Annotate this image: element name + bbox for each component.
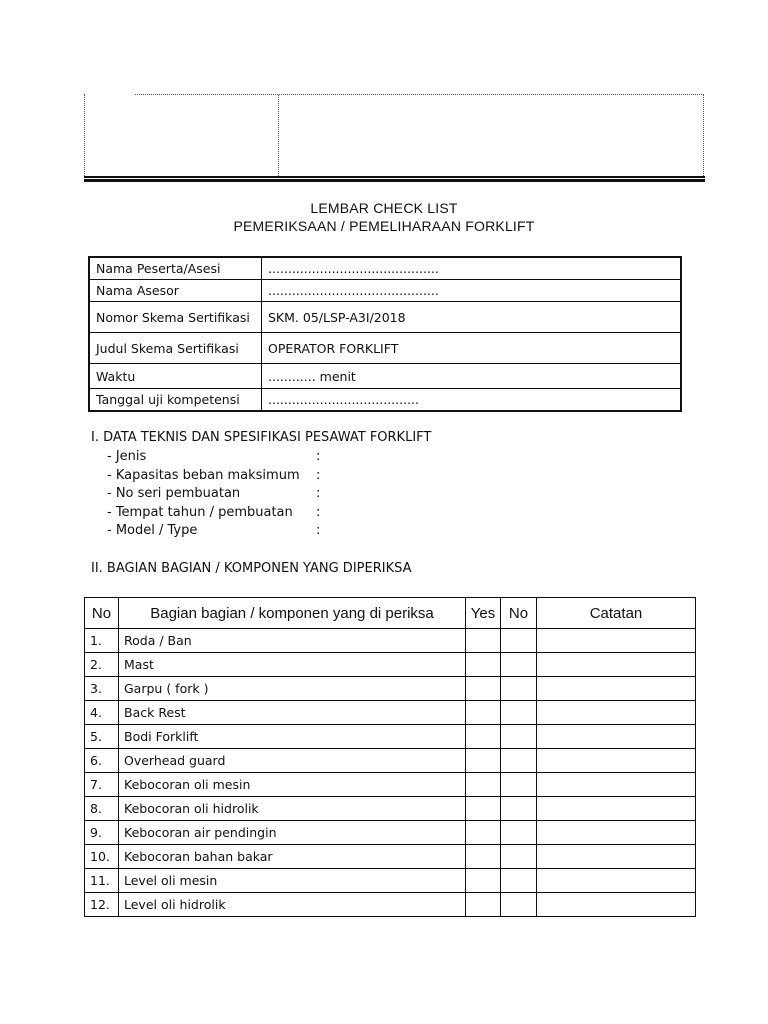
spec-label: - Tempat tahun / pembuatan [107,504,293,520]
yes-cell[interactable] [466,749,501,773]
notes-cell[interactable] [537,701,696,725]
row-part: Bodi Forklift [119,725,466,749]
row-number: 3. [85,677,119,701]
table-row [85,773,696,797]
table-row [85,653,696,677]
spec-label: - Kapasitas beban maksimum [107,467,300,483]
spec-colon: : [316,449,321,464]
info-value: ...................................... [262,389,682,412]
info-label: Nama Peserta/Asesi [89,257,262,280]
row-part: Level oli hidrolik [119,893,466,917]
row-part: Roda / Ban [119,629,466,653]
notes-cell[interactable] [537,749,696,773]
yes-cell[interactable] [466,797,501,821]
section-1-heading: I. DATA TEKNIS DAN SPESIFIKASI PESAWAT FORKLIFT [91,430,432,445]
notes-cell[interactable] [537,677,696,701]
info-row [89,302,681,333]
row-part: Kebocoran oli mesin [119,773,466,797]
table-row [85,629,696,653]
info-row [89,333,681,364]
table-row [85,725,696,749]
no-cell[interactable] [501,749,537,773]
info-row [89,280,681,302]
header-part: Bagian bagian / komponen yang di periksa [119,598,466,629]
spec-colon: : [316,504,321,520]
table-row [85,749,696,773]
table-row [85,701,696,725]
info-label: Tanggal uji kompetensi [89,389,262,412]
header-box-divider [278,95,279,176]
spec-label: - Jenis [107,449,147,464]
participant-info-table [88,256,682,412]
section-2-heading: II. BAGIAN BAGIAN / KOMPONEN YANG DIPERIKSA [91,561,412,576]
notes-cell[interactable] [537,893,696,917]
header-box-gap [85,94,135,96]
notes-cell[interactable] [537,869,696,893]
yes-cell[interactable] [466,845,501,869]
info-label: Nama Asesor [89,280,262,302]
spec-item [107,467,321,486]
no-cell[interactable] [501,629,537,653]
table-row [85,845,696,869]
row-number: 10. [85,845,119,869]
row-number: 11. [85,869,119,893]
no-cell[interactable] [501,677,537,701]
document-title-line1: LEMBAR CHECK LIST [310,200,458,216]
info-row [89,389,681,412]
row-part: Back Rest [119,701,466,725]
info-value: ........................................... [262,257,682,280]
info-row [89,257,681,280]
row-number: 6. [85,749,119,773]
yes-cell[interactable] [466,893,501,917]
table-header-row [85,598,696,629]
spec-item [107,522,321,541]
table-row [85,869,696,893]
yes-cell[interactable] [466,725,501,749]
row-part: Garpu ( fork ) [119,677,466,701]
table-row [85,797,696,821]
notes-cell[interactable] [537,773,696,797]
yes-cell[interactable] [466,821,501,845]
table-row [85,821,696,845]
yes-cell[interactable] [466,701,501,725]
no-cell[interactable] [501,893,537,917]
info-label: Judul Skema Sertifikasi [89,333,262,364]
header-rule-thick [84,179,705,182]
header-box [84,94,704,176]
yes-cell[interactable] [466,869,501,893]
row-number: 5. [85,725,119,749]
header-no: No [85,598,119,629]
yes-cell[interactable] [466,773,501,797]
document-title-line2: PEMERIKSAAN / PEMELIHARAAN FORKLIFT [233,218,535,234]
row-number: 2. [85,653,119,677]
no-cell[interactable] [501,797,537,821]
notes-cell[interactable] [537,725,696,749]
row-number: 9. [85,821,119,845]
row-part: Kebocoran bahan bakar [119,845,466,869]
notes-cell[interactable] [537,629,696,653]
no-cell[interactable] [501,845,537,869]
info-label: Waktu [89,364,262,389]
spec-item [107,485,321,504]
no-cell[interactable] [501,773,537,797]
info-label: Nomor Skema Sertifikasi [89,302,262,333]
header-rule-thin [84,176,705,178]
spec-colon: : [316,523,321,538]
row-number: 4. [85,701,119,725]
notes-cell[interactable] [537,821,696,845]
header-yes: Yes [466,598,501,629]
notes-cell[interactable] [537,845,696,869]
table-row [85,893,696,917]
spec-label: - Model / Type [107,523,198,538]
row-number: 1. [85,629,119,653]
spec-label: - No seri pembuatan [107,486,241,501]
notes-cell[interactable] [537,653,696,677]
row-part: Overhead guard [119,749,466,773]
spec-item [107,504,321,523]
row-part: Kebocoran oli hidrolik [119,797,466,821]
no-cell[interactable] [501,725,537,749]
no-cell[interactable] [501,701,537,725]
no-cell[interactable] [501,821,537,845]
row-part: Mast [119,653,466,677]
header-no-check: No [501,598,537,629]
notes-cell[interactable] [537,797,696,821]
no-cell[interactable] [501,653,537,677]
row-part: Level oli mesin [119,869,466,893]
spec-colon: : [316,467,321,483]
inspection-checklist-table [84,597,696,917]
row-number: 8. [85,797,119,821]
info-value: SKM. 05/LSP-A3I/2018 [262,302,682,333]
header-notes: Catatan [537,598,696,629]
spec-list [107,448,321,541]
yes-cell[interactable] [466,653,501,677]
info-value: ........................................... [262,280,682,302]
table-row [85,677,696,701]
spec-colon: : [316,486,321,501]
no-cell[interactable] [501,869,537,893]
yes-cell[interactable] [466,629,501,653]
row-number: 12. [85,893,119,917]
spec-item [107,448,321,467]
yes-cell[interactable] [466,677,501,701]
row-number: 7. [85,773,119,797]
row-part: Kebocoran air pendingin [119,821,466,845]
info-value: OPERATOR FORKLIFT [262,333,682,364]
info-value: ............ menit [262,364,682,389]
info-row [89,364,681,389]
